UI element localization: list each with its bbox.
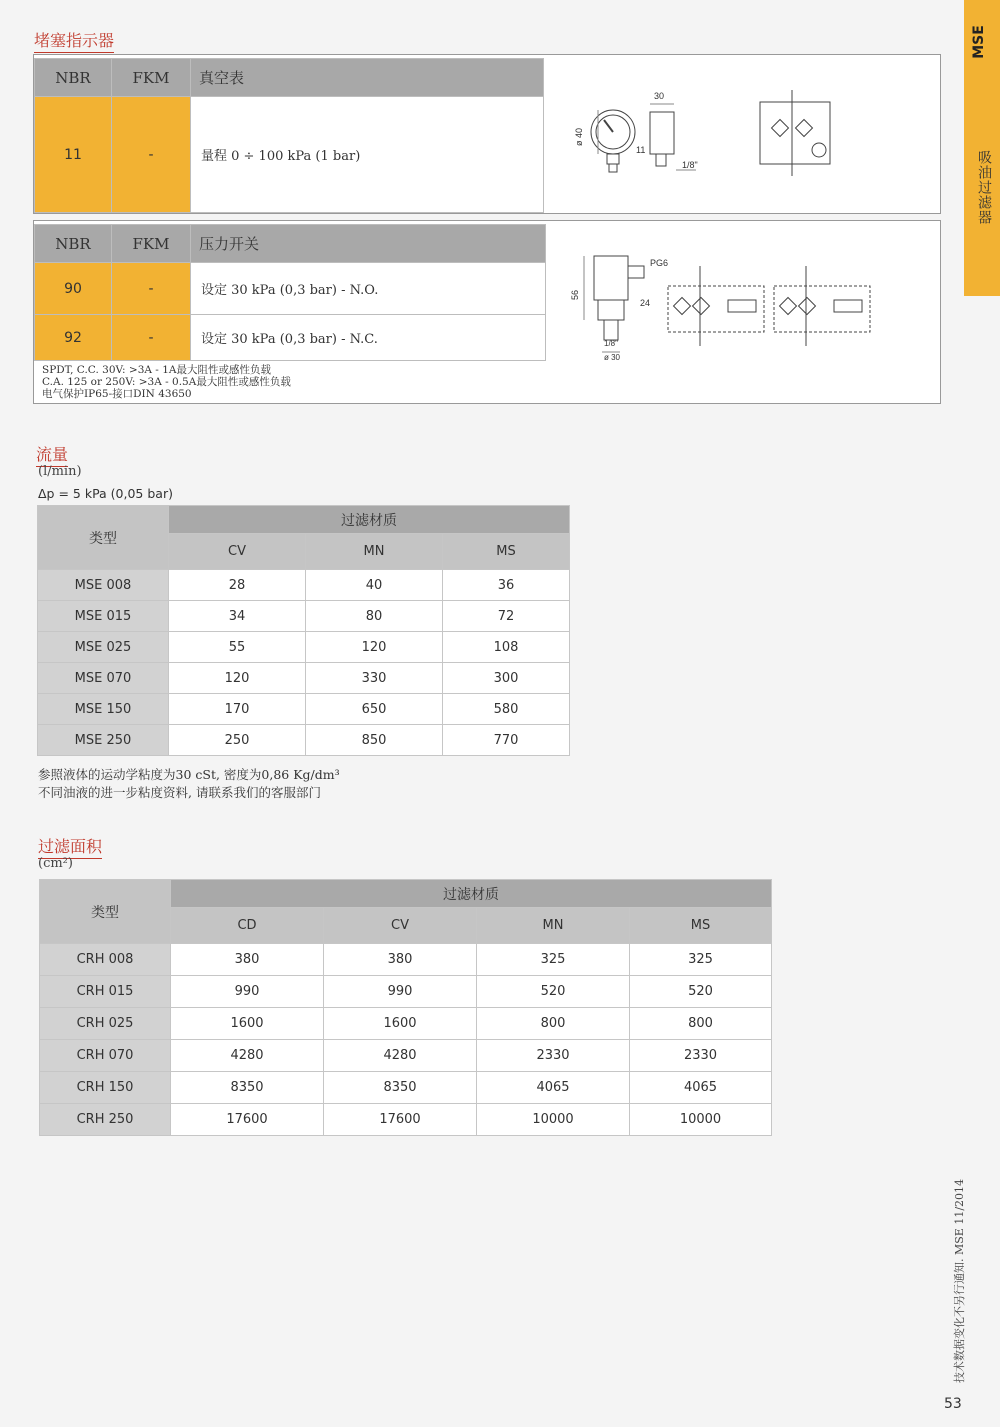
nbr-code: 11 bbox=[35, 97, 112, 213]
value-cell: 34 bbox=[169, 601, 306, 632]
value-cell: 4280 bbox=[324, 1040, 477, 1072]
area-unit: (cm²) bbox=[38, 856, 73, 871]
value-cell: 108 bbox=[443, 632, 570, 663]
table-row bbox=[38, 725, 570, 756]
value-cell: 1600 bbox=[324, 1008, 477, 1040]
value-cell: 330 bbox=[306, 663, 443, 694]
value-cell: 170 bbox=[169, 694, 306, 725]
flow-unit: (l/min) bbox=[38, 464, 82, 479]
col-nbr: NBR bbox=[35, 59, 112, 97]
value-cell: 10000 bbox=[477, 1104, 630, 1136]
col-header: MN bbox=[477, 908, 630, 944]
value-cell: 17600 bbox=[171, 1104, 324, 1136]
value-cell: 770 bbox=[443, 725, 570, 756]
area-table bbox=[39, 879, 772, 1136]
col-desc: 真空表 bbox=[191, 59, 544, 97]
value-cell: 36 bbox=[443, 570, 570, 601]
fkm-code: - bbox=[112, 263, 191, 315]
value-cell: 10000 bbox=[630, 1104, 772, 1136]
value-cell: 72 bbox=[443, 601, 570, 632]
table-row bbox=[40, 1008, 772, 1040]
flow-note-1: 参照液体的运动学粘度为30 cSt, 密度为0,86 Kg/dm³ bbox=[38, 767, 340, 782]
fkm-code: - bbox=[112, 97, 191, 213]
type-cell: MSE 015 bbox=[38, 601, 169, 632]
flow-note-2: 不同油液的进一步粘度资料, 请联系我们的客服部门 bbox=[38, 785, 321, 800]
col-header: CV bbox=[169, 534, 306, 570]
type-cell: CRH 070 bbox=[40, 1040, 171, 1072]
value-cell: 800 bbox=[477, 1008, 630, 1040]
value-cell: 650 bbox=[306, 694, 443, 725]
gauge-desc: 量程 0 ÷ 100 kPa (1 bar) bbox=[191, 97, 544, 213]
dim-top: 30 bbox=[654, 91, 665, 101]
dim-thread: 1/8" bbox=[682, 160, 698, 170]
table-row bbox=[40, 976, 772, 1008]
value-cell: 120 bbox=[169, 663, 306, 694]
section-title-flow: 流量 bbox=[36, 442, 68, 467]
type-header: 类型 bbox=[40, 880, 171, 944]
flow-table bbox=[37, 505, 570, 756]
value-cell: 28 bbox=[169, 570, 306, 601]
table-row bbox=[40, 1104, 772, 1136]
col-header: CV bbox=[324, 908, 477, 944]
dim-hex: 11 bbox=[636, 145, 646, 155]
type-cell: MSE 070 bbox=[38, 663, 169, 694]
value-cell: 4065 bbox=[477, 1072, 630, 1104]
footer-note: 技术数据变化不另行通知. MSE 11/2014 bbox=[953, 1178, 966, 1383]
table-row bbox=[40, 1072, 772, 1104]
flow-condition: Δp = 5 kPa (0,05 bar) bbox=[38, 486, 173, 501]
value-cell: 380 bbox=[324, 944, 477, 976]
value-cell: 520 bbox=[630, 976, 772, 1008]
dim-dia: ø 30 bbox=[604, 353, 621, 362]
value-cell: 250 bbox=[169, 725, 306, 756]
note-line: 电气保护IP65-接口DIN 43650 bbox=[42, 388, 192, 400]
switch-desc: 设定 30 kPa (0,3 bar) - N.C. bbox=[191, 315, 546, 361]
table-row bbox=[40, 944, 772, 976]
value-cell: 55 bbox=[169, 632, 306, 663]
type-cell: MSE 150 bbox=[38, 694, 169, 725]
table-row bbox=[38, 570, 570, 601]
type-cell: CRH 015 bbox=[40, 976, 171, 1008]
type-cell: CRH 150 bbox=[40, 1072, 171, 1104]
value-cell: 120 bbox=[306, 632, 443, 663]
value-cell: 580 bbox=[443, 694, 570, 725]
type-cell: MSE 025 bbox=[38, 632, 169, 663]
dim-thread: 1/8" bbox=[604, 339, 618, 348]
value-cell: 4065 bbox=[630, 1072, 772, 1104]
gauge-table bbox=[34, 58, 544, 213]
value-cell: 8350 bbox=[324, 1072, 477, 1104]
brand-label: MSE bbox=[970, 25, 987, 59]
gauge-diagram bbox=[546, 56, 938, 210]
type-cell: CRH 250 bbox=[40, 1104, 171, 1136]
page-number: 53 bbox=[944, 1396, 962, 1412]
value-cell: 2330 bbox=[477, 1040, 630, 1072]
col-header: MN bbox=[306, 534, 443, 570]
col-header: CD bbox=[171, 908, 324, 944]
value-cell: 4280 bbox=[171, 1040, 324, 1072]
value-cell: 1600 bbox=[171, 1008, 324, 1040]
value-cell: 990 bbox=[171, 976, 324, 1008]
col-fkm: FKM bbox=[112, 225, 191, 263]
type-cell: MSE 250 bbox=[38, 725, 169, 756]
value-cell: 17600 bbox=[324, 1104, 477, 1136]
value-cell: 800 bbox=[630, 1008, 772, 1040]
switch-desc: 设定 30 kPa (0,3 bar) - N.O. bbox=[191, 263, 546, 315]
table-row bbox=[40, 1040, 772, 1072]
switch-notes bbox=[42, 364, 291, 400]
col-nbr: NBR bbox=[35, 225, 112, 263]
value-cell: 2330 bbox=[630, 1040, 772, 1072]
col-header: MS bbox=[630, 908, 772, 944]
type-cell: CRH 008 bbox=[40, 944, 171, 976]
value-cell: 380 bbox=[171, 944, 324, 976]
note-line: SPDT, C.C. 30V: >3A - 1A最大阻性或感性负载 bbox=[42, 364, 271, 376]
switch-table bbox=[34, 224, 546, 361]
nbr-code: 90 bbox=[35, 263, 112, 315]
section-title-indicator: 堵塞指示器 bbox=[34, 28, 114, 53]
table-row bbox=[38, 601, 570, 632]
value-cell: 40 bbox=[306, 570, 443, 601]
value-cell: 80 bbox=[306, 601, 443, 632]
note-line: C.A. 125 or 250V: >3A - 0.5A最大阻性或感性负载 bbox=[42, 376, 291, 388]
fkm-code: - bbox=[112, 315, 191, 361]
material-header: 过滤材质 bbox=[171, 880, 772, 908]
col-desc: 压力开关 bbox=[191, 225, 546, 263]
section-title-area: 过滤面积 bbox=[38, 834, 102, 859]
col-header: MS bbox=[443, 534, 570, 570]
type-cell: MSE 008 bbox=[38, 570, 169, 601]
value-cell: 325 bbox=[630, 944, 772, 976]
dim-pg: PG6 bbox=[650, 258, 669, 268]
material-header: 过滤材质 bbox=[169, 506, 570, 534]
value-cell: 850 bbox=[306, 725, 443, 756]
dim-hex: 24 bbox=[640, 298, 651, 308]
table-row bbox=[38, 663, 570, 694]
value-cell: 990 bbox=[324, 976, 477, 1008]
type-cell: CRH 025 bbox=[40, 1008, 171, 1040]
nbr-code: 92 bbox=[35, 315, 112, 361]
col-fkm: FKM bbox=[112, 59, 191, 97]
type-header: 类型 bbox=[38, 506, 169, 570]
switch-diagram bbox=[548, 222, 938, 400]
value-cell: 300 bbox=[443, 663, 570, 694]
value-cell: 8350 bbox=[171, 1072, 324, 1104]
side-tab bbox=[964, 0, 1000, 296]
value-cell: 325 bbox=[477, 944, 630, 976]
category-label: 吸油过滤器 bbox=[976, 150, 992, 225]
value-cell: 520 bbox=[477, 976, 630, 1008]
dim-h: 56 bbox=[570, 289, 580, 300]
dim-dia: ø 40 bbox=[574, 127, 584, 146]
table-row bbox=[38, 694, 570, 725]
table-row bbox=[38, 632, 570, 663]
